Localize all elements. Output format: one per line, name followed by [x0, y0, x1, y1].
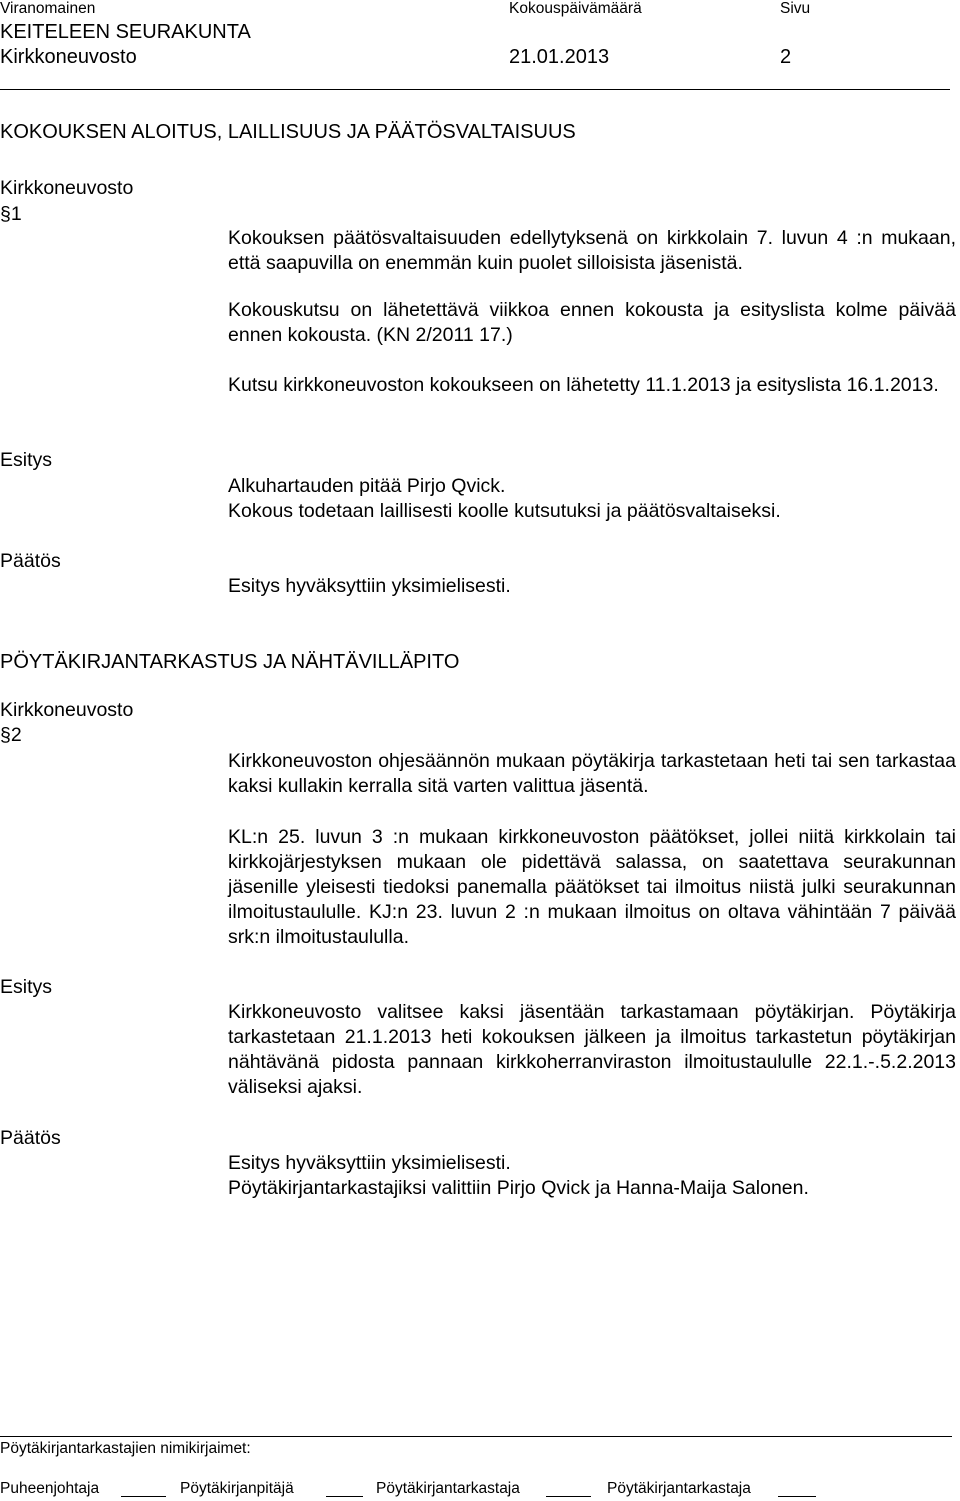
- header-page-number: 2: [780, 46, 792, 68]
- signature-line: [546, 1496, 591, 1497]
- section-2-esitys-text: Kirkkoneuvosto valitsee kaksi jäsentään tarkastamaan pöytäkirjan. Pöytäkirja tarkastetaan 21.1.2013 heti kokouksen jälkeen ja ilmoitus tarkastetun pöytäkirjan nähtävänä pidosta pannaan kirkkoherranviraston ilmoitustaululle 22.1.-.5.2.2013 väliseksi ajaksi.: [228, 1001, 956, 1098]
- section-1-esitys-label: Esitys: [0, 449, 53, 471]
- section-1-title: KOKOUKSEN ALOITUS, LAILLISUUS JA PÄÄTÖSVALTAISUUS: [0, 121, 576, 143]
- header-page-label: Sivu: [780, 0, 811, 17]
- section-sign-icon: §: [0, 203, 11, 225]
- section-2-title: PÖYTÄKIRJANTARKASTUS JA NÄHTÄVILLÄPITO: [0, 651, 460, 673]
- section-1-paatos-label: Päätös: [0, 550, 61, 572]
- header-date-label: Kokouspäivämäärä: [509, 0, 642, 17]
- section-2-paatos-line: Esitys hyväksyttiin yksimielisesti.: [228, 1152, 511, 1174]
- section-2-paragraph: Kirkkoneuvoston ohjesäännön mukaan pöytäkirja tarkastetaan heti tai sen tarkastaa kaksi kullakin kerralla sitä varten valittua jäsentä.: [228, 750, 956, 797]
- signatures-label: Pöytäkirjantarkastajien nimikirjaimet:: [0, 1440, 251, 1457]
- section-1-esitys-line: Alkuhartauden pitää Pirjo Qvick.: [228, 475, 506, 497]
- signature-line: [326, 1496, 363, 1497]
- section-2-paragraph: KL:n 25. luvun 3 :n mukaan kirkkoneuvoston päätökset, jollei niitä kirkkolain tai kirkkojärjestyksen mukaan ole pidettävä salassa, on saatettava seurakunnan jäsenille yleisesti tiedoksi panemalla päätökset tai ilmoitus niistä julki seurakunnan ilmoitustaululle. KJ:n 23. luvun 2 :n mukaan ilmoitus on oltava vähintään 7 päivää srk:n ilmoitustaululla.: [228, 826, 956, 948]
- footer-divider: [0, 1436, 952, 1437]
- section-1-paragraph-number: [0, 202, 22, 227]
- header-meeting-date: 21.01.2013: [509, 46, 610, 68]
- signature-line: [778, 1496, 816, 1497]
- paragraph-number: 1: [10, 203, 22, 225]
- section-2-body-label: Kirkkoneuvosto: [0, 699, 134, 721]
- paragraph-number: 2: [10, 724, 22, 746]
- signature-line: [121, 1496, 166, 1497]
- signature-role-inspector: Pöytäkirjantarkastaja: [607, 1480, 751, 1497]
- section-2-esitys-label: Esitys: [0, 976, 53, 998]
- header-authority-label: Viranomainen: [0, 0, 96, 17]
- section-1-paragraph: Kutsu kirkkoneuvoston kokoukseen on lähetetty 11.1.2013 ja esityslista 16.1.2013.: [228, 374, 939, 396]
- section-2-paatos-line: Pöytäkirjantarkastajiksi valittiin Pirjo Qvick ja Hanna-Maija Salonen.: [228, 1177, 809, 1199]
- section-1-esitys-line: Kokous todetaan laillisesti koolle kutsutuksi ja päätösvaltaiseksi.: [228, 500, 781, 522]
- organization-name: KEITELEEN SEURAKUNTA: [0, 21, 251, 43]
- section-1-paragraph: Kokouskutsu on lähetettävä viikkoa ennen kokousta ja esityslista kolme päivää ennen kokousta. (KN 2/2011 17.): [228, 299, 956, 346]
- section-2-paragraph-number: [0, 723, 22, 748]
- signature-role-inspector: Pöytäkirjantarkastaja: [376, 1480, 520, 1497]
- section-2-paatos-label: Päätös: [0, 1127, 61, 1149]
- signature-role-secretary: Pöytäkirjanpitäjä: [180, 1480, 294, 1497]
- section-1-paatos-text: Esitys hyväksyttiin yksimielisesti.: [228, 575, 511, 597]
- signature-role-chair: Puheenjohtaja: [0, 1480, 100, 1497]
- section-1-paragraph: Kokouksen päätösvaltaisuuden edellytyksenä on kirkkolain 7. luvun 4 :n mukaan, että saapuvilla on enemmän kuin puolet silloisista jäsenistä.: [228, 227, 956, 274]
- section-sign-icon: §: [0, 724, 11, 746]
- header-body-name: Kirkkoneuvosto: [0, 46, 137, 68]
- header-divider: [0, 89, 950, 90]
- section-1-body-label: Kirkkoneuvosto: [0, 177, 134, 199]
